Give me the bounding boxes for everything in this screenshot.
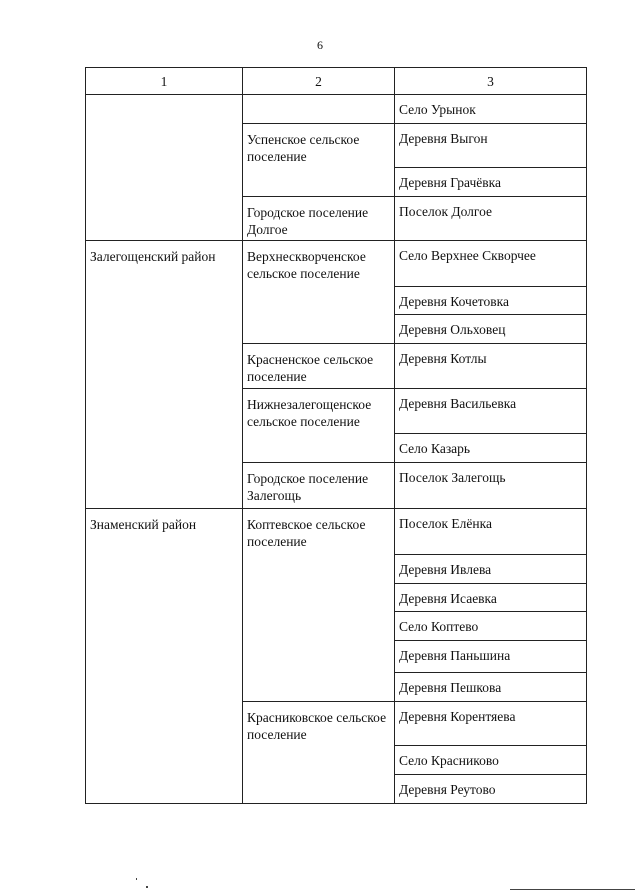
village-cell: Поселок Залегощь	[395, 463, 587, 509]
district-cell: Залегощенский район	[86, 241, 243, 509]
district-cell	[86, 95, 243, 241]
settlement-cell: Нижнезалегощенское сельское поселение	[243, 389, 395, 463]
settlement-cell: Успенское сельское поселение	[243, 124, 395, 197]
village-cell: Деревня Выгон	[395, 124, 587, 168]
village-cell: Деревня Исаевка	[395, 584, 587, 612]
village-cell: Деревня Грачёвка	[395, 168, 587, 197]
scan-artifact	[136, 878, 137, 880]
village-cell: Деревня Пешкова	[395, 673, 587, 702]
scan-artifact	[510, 889, 635, 890]
settlement-cell: Красниковское сельское поселение	[243, 702, 395, 804]
village-cell: Деревня Котлы	[395, 344, 587, 389]
village-cell: Деревня Реутово	[395, 775, 587, 804]
village-cell: Село Верхнее Скворчее	[395, 241, 587, 287]
settlement-cell: Красненское сельское поселение	[243, 344, 395, 389]
column-header-3: 3	[395, 68, 587, 95]
page-number: 6	[317, 38, 323, 52]
village-cell: Деревня Кочетовка	[395, 287, 587, 315]
village-cell: Село Казарь	[395, 434, 587, 463]
settlement-cell	[243, 95, 395, 124]
settlements-table	[85, 67, 587, 804]
village-cell: Деревня Паньшина	[395, 641, 587, 673]
village-cell: Село Урынок	[395, 95, 587, 124]
table-row	[86, 509, 587, 555]
village-cell: Село Коптево	[395, 612, 587, 641]
header-row	[86, 68, 587, 95]
settlement-cell: Коптевское сельское поселение	[243, 509, 395, 702]
village-cell: Деревня Ивлева	[395, 555, 587, 584]
settlement-cell: Городское поселение Долгое	[243, 197, 395, 241]
column-header-1: 1	[86, 68, 243, 95]
table-row	[86, 241, 587, 287]
table-row	[86, 95, 587, 124]
village-cell: Поселок Долгое	[395, 197, 587, 241]
scan-artifact	[146, 886, 148, 888]
village-cell: Деревня Корентяева	[395, 702, 587, 746]
village-cell: Поселок Елёнка	[395, 509, 587, 555]
village-cell: Село Красниково	[395, 746, 587, 775]
district-cell: Знаменский район	[86, 509, 243, 804]
settlement-cell: Верхнескворченское сельское поселение	[243, 241, 395, 344]
settlement-cell: Городское поселение Залегощь	[243, 463, 395, 509]
village-cell: Деревня Ольховец	[395, 315, 587, 344]
village-cell: Деревня Васильевка	[395, 389, 587, 434]
column-header-2: 2	[243, 68, 395, 95]
